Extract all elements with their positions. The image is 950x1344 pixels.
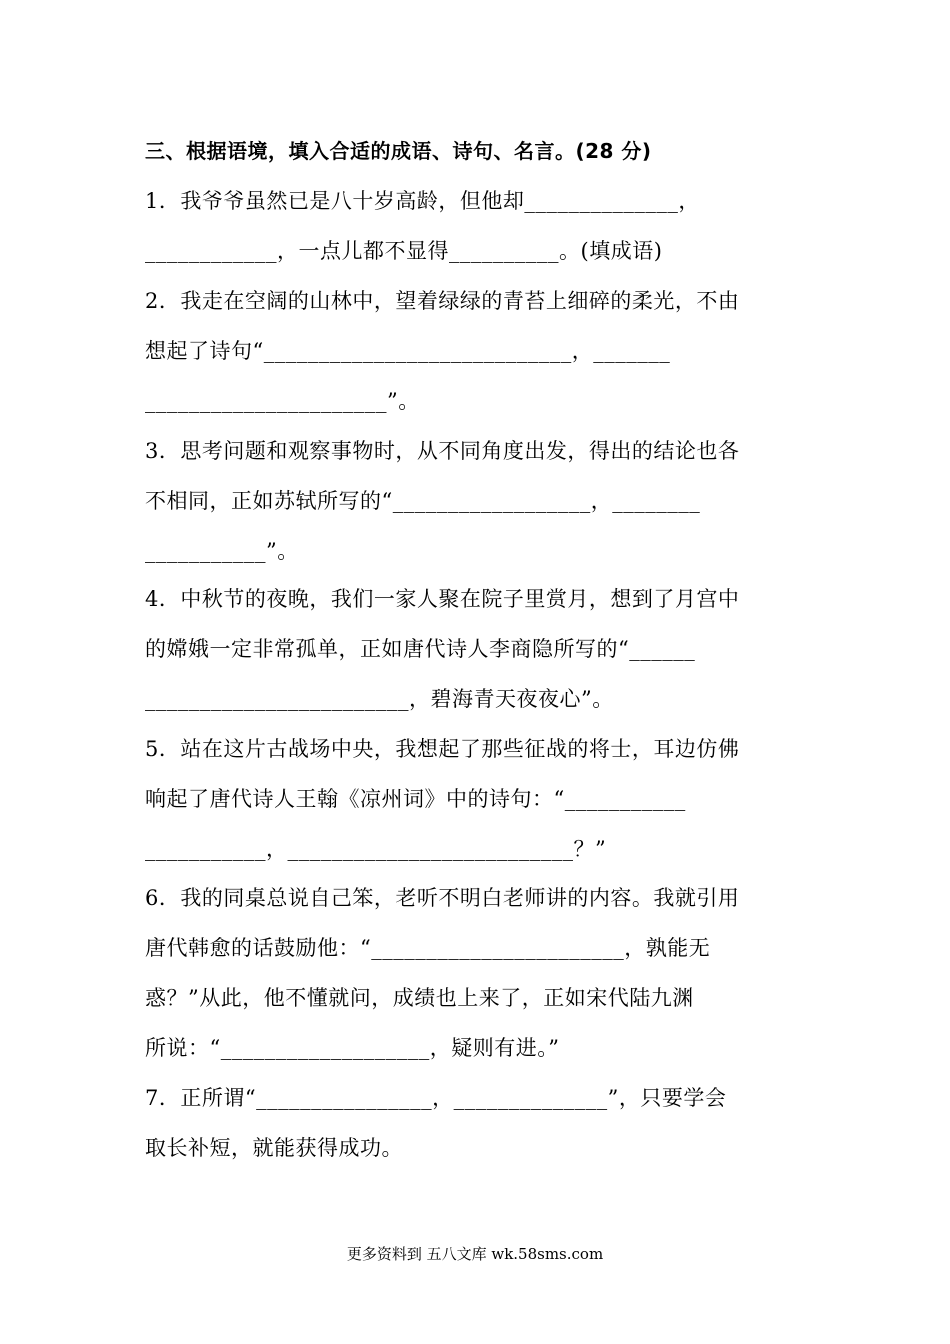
question-5-line-1: 5．站在这片古战场中央，我想起了那些征战的将士，耳边仿佛 [145,737,740,761]
section-heading: 三、根据语境，填入合适的成语、诗句、名言。(28 分) [145,139,652,163]
footer-watermark-text: 更多资料到 五八文库 wk.58sms.com [346,1245,604,1263]
question-1-line-2: ____________，一点儿都不显得__________。(填成语) [145,239,663,263]
question-1-line-1: 1．我爷爷虽然已是八十岁高龄，但他却______________， [145,189,700,213]
question-4-line-3: ________________________，碧海青天夜夜心”。 [145,687,614,711]
question-6-line-2: 唐代韩愈的话鼓励他：“_______________________，孰能无 [145,936,711,960]
question-3-line-2: 不相同，正如苏轼所写的“__________________，________ [145,489,701,513]
question-6-line-3: 惑？”从此，他不懂就问，成绩也上来了，正如宋代陆九渊 [145,986,694,1010]
question-7-line-2: 取长补短，就能获得成功。 [145,1136,403,1160]
question-6-line-1: 6．我的同桌总说自己笨，老听不明白老师讲的内容。我就引用 [145,886,740,910]
question-2-line-3: ______________________”。 [145,389,420,413]
question-2-line-2: 想起了诗句“____________________________，_______ [145,339,671,363]
question-3-line-1: 3．思考问题和观察事物时，从不同角度出发，得出的结论也各 [145,439,740,463]
question-7-line-1: 7．正所谓“________________，______________”，只要学会 [145,1086,727,1110]
question-3-line-3: ___________”。 [145,539,299,563]
question-6-line-4: 所说：“___________________，疑则有进。” [145,1036,560,1060]
question-4-line-1: 4．中秋节的夜晚，我们一家人聚在院子里赏月，想到了月宫中 [145,587,740,611]
question-5-line-3: ___________，__________________________？” [145,837,607,861]
question-2-line-1: 2．我走在空阔的山林中，望着绿绿的青苔上细碎的柔光，不由 [145,289,740,313]
question-4-line-2: 的嫦娥一定非常孤单，正如唐代诗人李商隐所写的“______ [145,637,696,661]
question-5-line-2: 响起了唐代诗人王翰《凉州词》中的诗句：“___________ [145,787,686,811]
